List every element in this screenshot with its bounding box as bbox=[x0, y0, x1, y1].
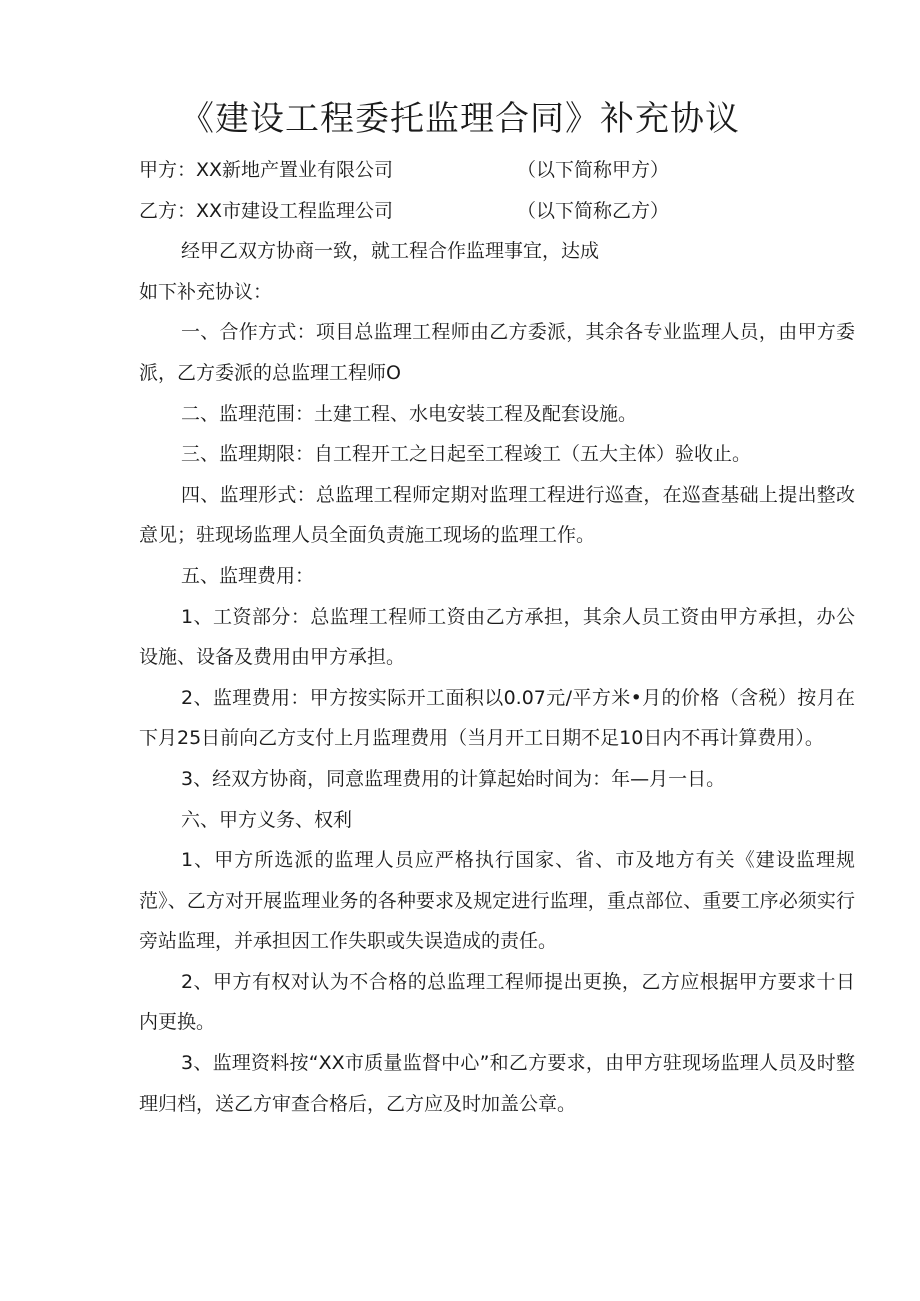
clause-party-a-duty-3: 3、监理资料按“XX市质量监督中心”和乙方要求，由甲方驻现场监理人员及时整理归档，送乙方审查合格后，乙方应及时加盖公章。 bbox=[139, 1052, 855, 1115]
clause-supervision-period: 三、监理期限：自工程开工之日起至工程竣工（五大主体）验收止。 bbox=[181, 443, 752, 466]
clause-fees-start-date: 3、经双方协商，同意监理费用的计算起始时间为：年—月一日。 bbox=[181, 767, 726, 790]
party-a-alias: （以下简称甲方） bbox=[517, 159, 670, 181]
party-a-name: 甲方：XX新地产置业有限公司 bbox=[139, 159, 394, 181]
clause-cooperation-mode: 一、合作方式：项目总监理工程师由乙方委派，其余各专业监理人员，由甲方委派，乙方委派的总监理工程师O bbox=[139, 321, 855, 384]
clause-party-a-duties-heading: 六、甲方义务、权利 bbox=[181, 808, 353, 831]
clause-party-a-duty-2: 2、甲方有权对认为不合格的总监理工程师提出更换，乙方应根据甲方要求十日内更换。 bbox=[139, 970, 855, 1034]
party-b-name: 乙方：XX市建设工程监理公司 bbox=[139, 199, 394, 222]
clause-party-a-duty-1: 1、甲方所选派的监理人员应严格执行国家、省、市及地方有关《建设监理规范》、乙方对开展监理业务的各种要求及规定进行监理，重点部位、重要工序必须实行旁站监理，并承担因工作失职或失误造成的责任。 bbox=[139, 849, 855, 953]
clause-supervision-fees-heading: 五、监理费用： bbox=[181, 564, 315, 587]
document-body bbox=[139, 150, 855, 1124]
intro-line-1: 经甲乙双方协商一致，就工程合作监理事宜，达成 bbox=[181, 240, 600, 263]
document-title: 《建设工程委托监理合同》补充协议 bbox=[180, 99, 740, 139]
party-b-alias: （以下简称乙方） bbox=[517, 199, 670, 222]
party-b-line bbox=[139, 191, 855, 232]
clause-fees-salary: 1、工资部分：总监理工程师工资由乙方承担，其余人员工资由甲方承担，办公设施、设备及费用由甲方承担。 bbox=[139, 605, 855, 669]
clause-supervision-scope: 二、监理范围：土建工程、水电安装工程及配套设施。 bbox=[181, 402, 638, 425]
clause-supervision-form: 四、监理形式：总监理工程师定期对监理工程进行巡查，在巡查基础上提出整改意见；驻现场监理人员全面负责施工现场的监理工作。 bbox=[139, 483, 855, 547]
clause-fees-rate: 2、监理费用：甲方按实际开工面积以0.07元/平方米•月的价格（含税）按月在下月25日前向乙方支付上月监理费用（当月开工日期不足10日内不再计算费用）。 bbox=[139, 686, 855, 750]
intro-line-2: 如下补充协议： bbox=[139, 280, 273, 303]
party-a-line bbox=[139, 150, 855, 191]
